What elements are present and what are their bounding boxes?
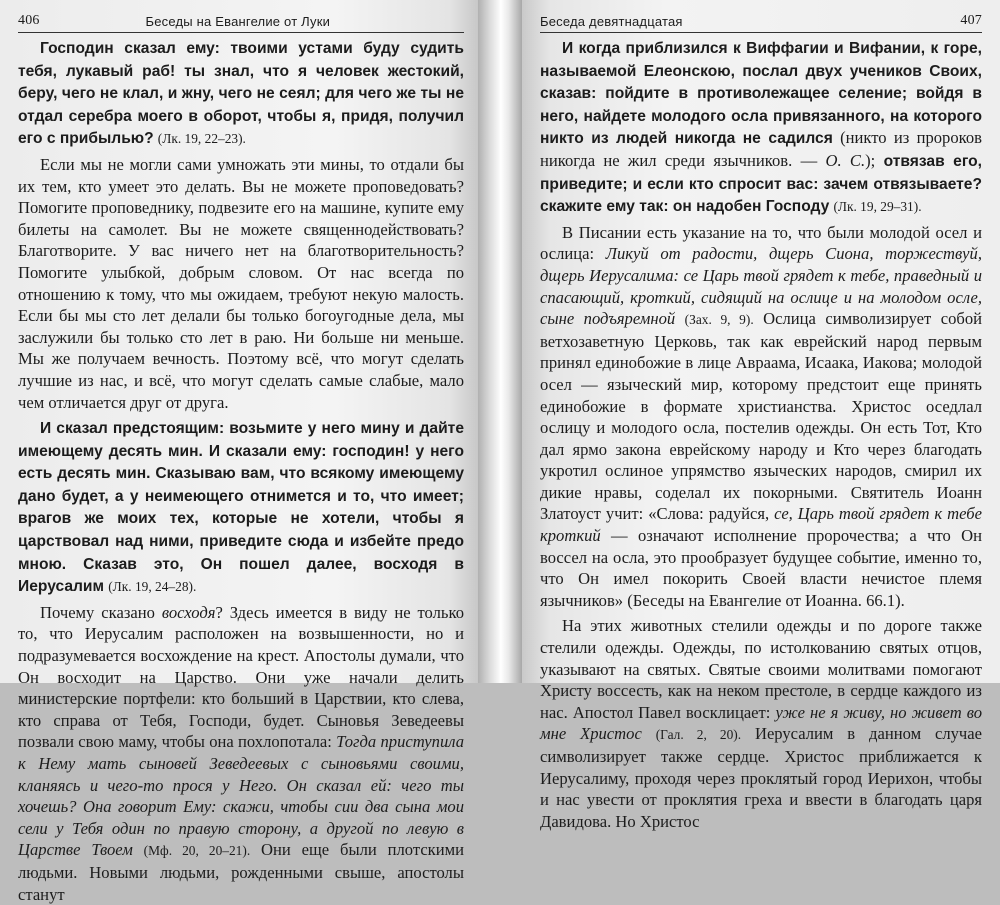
citation-ref: (Лк. 19, 29–31). xyxy=(833,199,922,215)
right-page-number: 407 xyxy=(960,13,982,28)
text-run: (никто из пророков никогда не жил среди язычников. — xyxy=(540,128,983,170)
paragraph xyxy=(18,154,464,413)
citation-ref: (Лк. 19, 22–23). xyxy=(157,131,246,147)
italic-quote: О. С. xyxy=(825,150,866,170)
text-run: Они еще были плотскими людьми. Новыми людьми, рожденными свыше, апостолы станут xyxy=(18,840,465,904)
text-run xyxy=(675,309,684,328)
scripture-quote: И сказал предстоящим: возьмите у него мину и дайте имеющему десять мин. И сказали ему: господин! у него есть десять мин. Сказываю вам, что всякому имеющему дано будет, а у неимеющего отнимется и то, что имеет; врагов же моих тех, которые не хотели, чтобы я царствовал над ними, приведите сюда и избейте предо мною. Сказав это, Он пошел далее, восходя в Иерусалим xyxy=(18,420,464,596)
paragraph xyxy=(540,222,982,612)
paragraph xyxy=(540,37,982,218)
citation-ref: (Зах. 9, 9). xyxy=(684,312,754,328)
text-run: Ослица символизирует собой ветхозаветную Церковь, так как еврейский народ первым принял единобожие в лице Авраама, Исаака, Иакова; молодой осел — языческий мир, которому предстоит еще принять единобожие в формате христианства. Христос оседлал ослицу и молодого осла, постелив одежды. Он есть Тот, Кто дал ярмо закона еврейскому народу и Кто через благодать укротил ослиное упрямство языческих народов, смирил их дикие нравы, соделал их покорными. Святитель Иоанн Златоуст учит: «Слова: радуйся, xyxy=(540,309,983,524)
text-run: Иерусалим в данном случае символизирует также сердце. Христос приближается к Иерусалиму, проходя через проклятый город Иерихон, чтобы и нас увести от проклятия греха и ввести в благодать царя Давидова. Но Христос xyxy=(540,724,982,831)
citation-ref: (Мф. 20, 20–21). xyxy=(143,843,251,859)
italic-quote: Ликуй от радости, дщерь Сиона, торжествуй, дщерь Иерусалима: се Царь твой грядет к тебе, праведный и спасающий, кроткий, сидящий на ослице и на молодом осле, сыне подъяремной xyxy=(540,244,982,329)
text-run xyxy=(133,840,144,859)
italic-quote: Тогда приступила к Нему мать сыновей Зеведеевых с сыновьями своими, кланяясь и чего-то прося у Него. Он сказал ей: чего ты хочешь? Она говорит Ему: скажи, чтобы сии два сына мои сели у Тебя один по правую сторону, а другой по левую в Царстве Твоем xyxy=(18,732,464,860)
text-run: ); xyxy=(865,150,884,170)
left-running-head xyxy=(18,0,464,33)
paragraph xyxy=(18,37,464,150)
citation-ref: (Лк. 19, 24–28). xyxy=(108,579,197,595)
paragraph xyxy=(18,602,464,905)
left-page-body xyxy=(18,37,464,905)
paragraph xyxy=(18,417,464,598)
right-page xyxy=(522,0,1000,831)
text-run: — означают исполнение пророчества; а что Он воссел на осла, это прообразует будущее событие, именно то, что Он имел покорить Своей власти нечистое племя язычников» (Беседы на Евангелие от Иоанна. 66.1). xyxy=(540,526,982,610)
text-run: Почему сказано xyxy=(40,602,162,622)
right-page-body xyxy=(540,37,982,832)
left-running-title: Беседы на Евангелие от Луки xyxy=(145,14,331,29)
scripture-quote: Господин сказал ему: твоими устами буду судить тебя, лукавый раб! ты знал, что я человек жестокий, беру, чего не клал, и жну, чего не сеял; для чего же ты не отдал серебра моего в оборот, чтобы я, придя, получил его с прибылью? xyxy=(18,40,464,148)
paragraph xyxy=(540,615,982,832)
italic-quote: се, Царь твой грядет к тебе кроткий xyxy=(540,504,982,546)
text-run: ? Здесь имеется в виду не только то, что Иерусалим расположен на возвышенности, но и подразумевается восхождение на крест. Апостолы думали, что Он восходит на Царство. Они уже начали делить министерские портфели: кто больший в Царствии, кто слева, кто справа от Тебя, Господи, будет. Сыновья Зеведеевы позвали свою маму, чтобы она похлопотала: xyxy=(18,602,464,752)
right-running-head xyxy=(540,0,982,33)
text-run: Если мы не могли сами умножать эти мины, то отдали бы их тем, кто умеет это делать. Вы не можете проповедовать? Помогите проповеднику, подвезите его на машине, купите ему билеты на самолет. Вы не можете священнодействовать? Благотворите. У вас ничего нет на благотворительность? Помогите улыбкой, добрым словом. От нас всегда по отношению к тому, что мы ожидаем, требуют некую малость. Если бы мы сто лет делали бы только богоугодные дела, мы заслужили бы только сто лет в раю. Ни больше ни меньше. Мы же получаем вечность. Поэтому всё, что могут сделать лучшие из нас, и всё, что могут сделать самые слабые, мало чем отличается друг от друга. xyxy=(18,154,464,412)
italic-quote: восходя xyxy=(161,602,216,622)
left-page-number: 406 xyxy=(18,13,40,28)
left-page xyxy=(0,0,478,904)
scripture-quote: И когда приблизился к Виффагии и Вифании, к горе, называемой Елеонскою, послал двух учеников Своих, сказав: пойдите в противолежащее селение; войдя в него, найдете молодого осла привязанного, на которого никто из людей никогда не садился xyxy=(540,40,982,148)
text-run: В Писании есть указание на то, что были молодой осел и ослица: xyxy=(540,222,982,264)
text-run: На этих животных стелили одежды и по дороге также стелили одежды. Одежды, по истолкованию святых отцов, указывают на святых. Святые своими молитвами помогают Христу воссесть, как на неком престоле, в сердце каждого из нас. Апостол Павел восклицает: xyxy=(540,616,982,722)
citation-ref: (Гал. 2, 20). xyxy=(655,727,742,743)
text-run xyxy=(642,724,656,743)
book-gutter xyxy=(478,0,522,683)
right-running-title: Беседа девятнадцатая xyxy=(540,14,683,29)
italic-quote: уже не я живу, но живет во мне Христос xyxy=(540,702,982,744)
scripture-quote: отвязав его, приведите; и если кто спросит вас: зачем отвязываете? скажите ему так: он надобен Господу xyxy=(540,152,982,216)
